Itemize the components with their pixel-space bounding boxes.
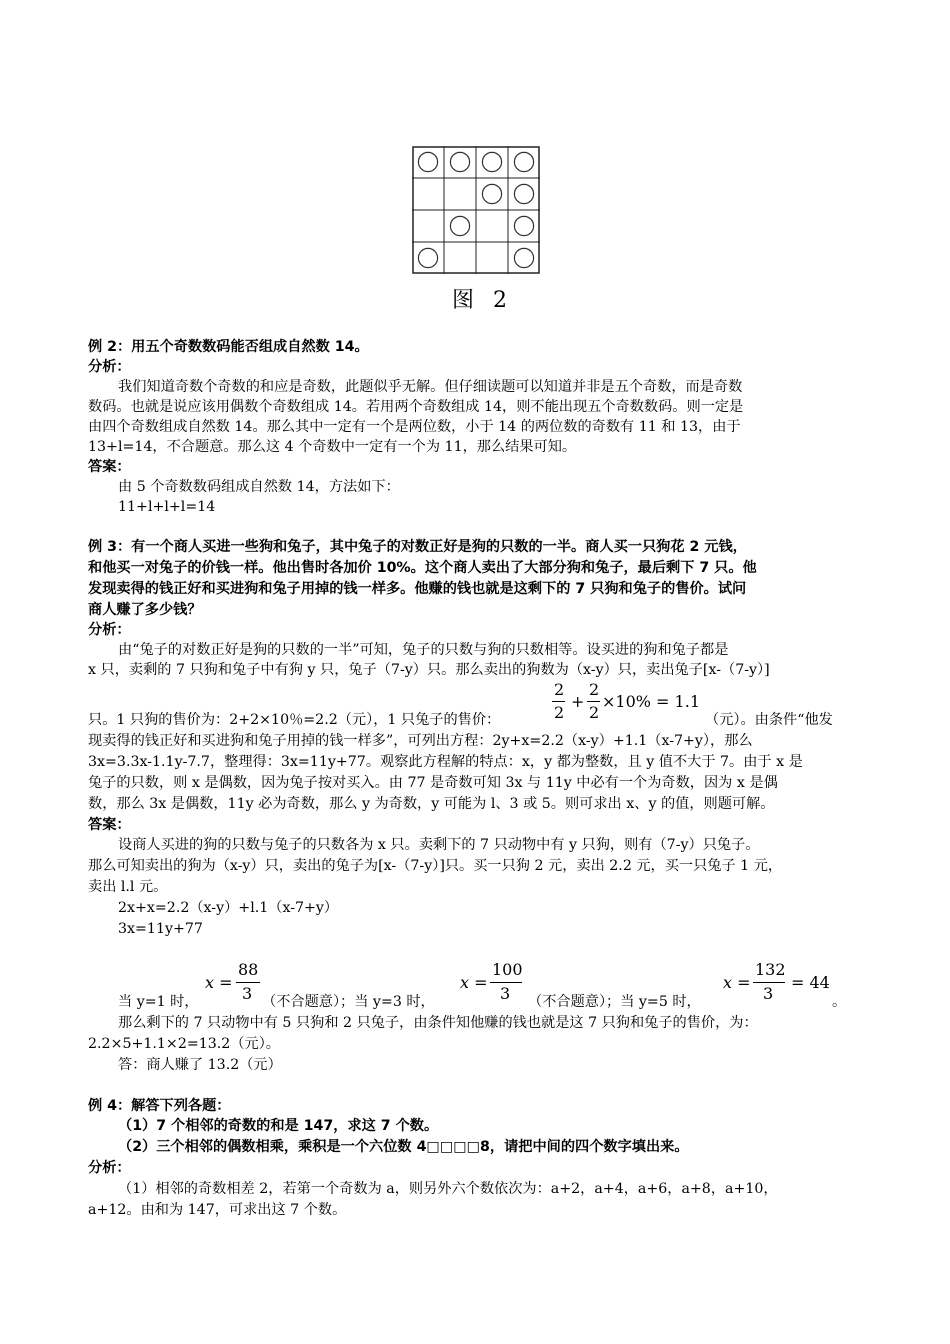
ex3-analysis-line: x 只，卖剩的 7 只狗和兔子中有狗 y 只，兔子（7-y）只。那么卖出的狗数为（x-y）只，卖出兔子[x-（7-y）] [88,662,770,678]
grid-circle [450,152,469,171]
ex3-analysis-line: 只。1 只狗的售价为：2+2×10％=2.2（元），1 只兔子的售价： [88,712,501,728]
ex3-title-line: 商人赚了多少钱？ [88,602,202,618]
case3-tail: = 44 [791,973,830,992]
ex3-answer-line: 卖出 l.l 元。 [88,879,168,895]
ex3-answer-line: 设商人买进的狗的只数与兔子的只数各为 x 只。卖剩下的 7 只动物中有 y 只狗，则有（7-y）只兔子。 [118,837,760,853]
case3-x: x = [723,973,751,992]
ex4-title: 例 4：解答下列各题： [88,1098,231,1114]
grid-circle [514,152,533,171]
case1-den: 3 [242,984,253,1003]
case1-num: 88 [238,960,259,979]
case2-num: 100 [492,960,523,979]
case1-fraction [205,960,265,1008]
ex4-analysis-line: a+12。由和为 147，可求出这 7 个数。 [88,1202,347,1218]
case3-num: 132 [755,960,786,979]
f-b-den: 2 [589,703,600,722]
ex2-answer-line: 11+l+l+l=14 [118,499,216,515]
f-rest: ×10% = 1.1 [602,692,700,711]
figure-grid [412,146,540,274]
ex3-conclusion: 2.2×5+1.1×2=13.2（元）。 [88,1036,280,1052]
grid-circle [482,152,501,171]
case2-x: x = [460,973,488,992]
ex3-analysis-line: （元）。由条件“他发 [705,712,833,728]
case1-label: 当 y=1 时， [118,994,199,1010]
ex2-title: 例 2：用五个奇数数码能否组成自然数 14。 [88,339,369,355]
grid-svg [412,146,540,274]
case2-den: 3 [500,984,511,1003]
ex4-analysis-line: （1）相邻的奇数相差 2，若第一个奇数为 a，则另外六个数依次为：a+2，a+4，a+6，a+8，a+10， [118,1181,778,1197]
ex3-title-line: 发现卖得的钱正好和买进狗和兔子用掉的钱一样多。他赚的钱也就是这剩下的 7 只狗和兔子的售价。试问 [88,581,747,597]
grid-circle [450,216,469,235]
ex3-equation: 3x=11y+77 [118,921,203,937]
grid-circle [514,184,533,203]
f-a-num: 2 [554,680,565,699]
ex4-q1: （1）7 个相邻的奇数的和是 147，求这 7 个数。 [118,1118,439,1134]
grid-circle [482,184,501,203]
case3-fraction [723,960,833,1008]
ex3-equation: 2x+x=2.2（x-y）+l.1（x-7+y） [118,900,339,916]
formula-price [552,680,702,726]
ex3-conclusion: 答：商人赚了 13.2（元） [118,1057,282,1073]
figure-caption: 图 2 [452,288,513,313]
ex3-analysis-label: 分析： [88,622,131,638]
ex4-q2: （2）三个相邻的偶数相乘，乘积是一个六位数 4□□□□8，请把中间的四个数字填出来。 [118,1139,689,1155]
ex3-answer-label: 答案： [88,817,131,833]
ex3-analysis-line: 数，那么 3x 是偶数，11y 必为奇数，那么 y 为奇数，y 可能为 l、3 或 5。则可求出 x、y 的值，则题可解。 [88,796,775,812]
ex3-title-line: 和他买一对兔子的价钱一样。他出售时各加价 10%。这个商人卖出了大部分狗和兔子，最后剩下 7 只。他 [88,560,757,576]
ex3-conclusion: 那么剩下的 7 只动物中有 5 只狗和 2 只兔子，由条件知他赚的钱也就是这 7 只狗和兔子的售价，为： [118,1015,758,1031]
grid-circle [418,248,437,267]
f-b-num: 2 [589,680,600,699]
ex2-analysis-line: 13+l=14，不合题意。那么这 4 个奇数中一定有一个为 11，那么结果可知。 [88,439,577,455]
ex4-analysis-label: 分析： [88,1160,131,1176]
f-a-den: 2 [554,703,565,722]
case3-den: 3 [763,984,774,1003]
ex3-analysis-line: 3x=3.3x-1.1y-7.7，整理得：3x=11y+77。观察此方程解的特点：x，y 都为整数，且 y 值不大于 7。由于 x 是 [88,754,803,770]
case3-end: 。 [832,994,847,1010]
ex3-analysis-line: 现卖得的钱正好和买进狗和兔子用掉的钱一样多”，可列出方程：2y+x=2.2（x-y）+1.1（x-7+y），那么 [88,733,753,749]
ex3-title-line: 例 3：有一个商人买进一些狗和兔子，其中兔子的对数正好是狗的只数的一半。商人买一只狗花 2 元钱， [88,539,747,555]
grid-circle [514,248,533,267]
ex2-analysis-line: 我们知道奇数个奇数的和应是奇数，此题似乎无解。但仔细读题可以知道并非是五个奇数，而是奇数 [118,379,743,395]
f-plus: + [571,692,585,711]
grid-circle [418,152,437,171]
case2-note: （不合题意）；当 y=5 时， [528,994,701,1010]
ex2-answer-line: 由 5 个奇数数码组成自然数 14，方法如下： [118,479,400,495]
case1-x: x = [205,973,233,992]
ex2-analysis-line: 数码。也就是说应该用偶数个奇数组成 14。若用两个奇数组成 14，则不能出现五个奇数数码。则一定是 [88,399,744,415]
ex2-analysis-label: 分析： [88,359,131,375]
ex3-analysis-line: 由“兔子的对数正好是狗的只数的一半”可知，兔子的只数与狗的只数相等。设买进的狗和兔子都是 [118,642,729,658]
grid-circle [514,216,533,235]
case2-fraction [460,960,530,1008]
ex3-answer-line: 那么可知卖出的狗为（x-y）只，卖出的兔子为[x-（7-y）]只。买一只狗 2 元，卖出 2.2 元，买一只兔子 1 元， [88,858,783,874]
ex2-analysis-line: 由四个奇数组成自然数 14。那么其中一定有一个是两位数，小于 14 的两位数的奇数有 11 和 13，由于 [88,419,741,435]
ex3-analysis-line: 兔子的只数，则 x 是偶数，因为兔子按对买入。由 77 是奇数可知 3x 与 11y 中必有一个为奇数，因为 x 是偶 [88,775,778,791]
ex2-answer-label: 答案： [88,459,131,475]
case1-note: （不合题意）；当 y=3 时， [262,994,435,1010]
